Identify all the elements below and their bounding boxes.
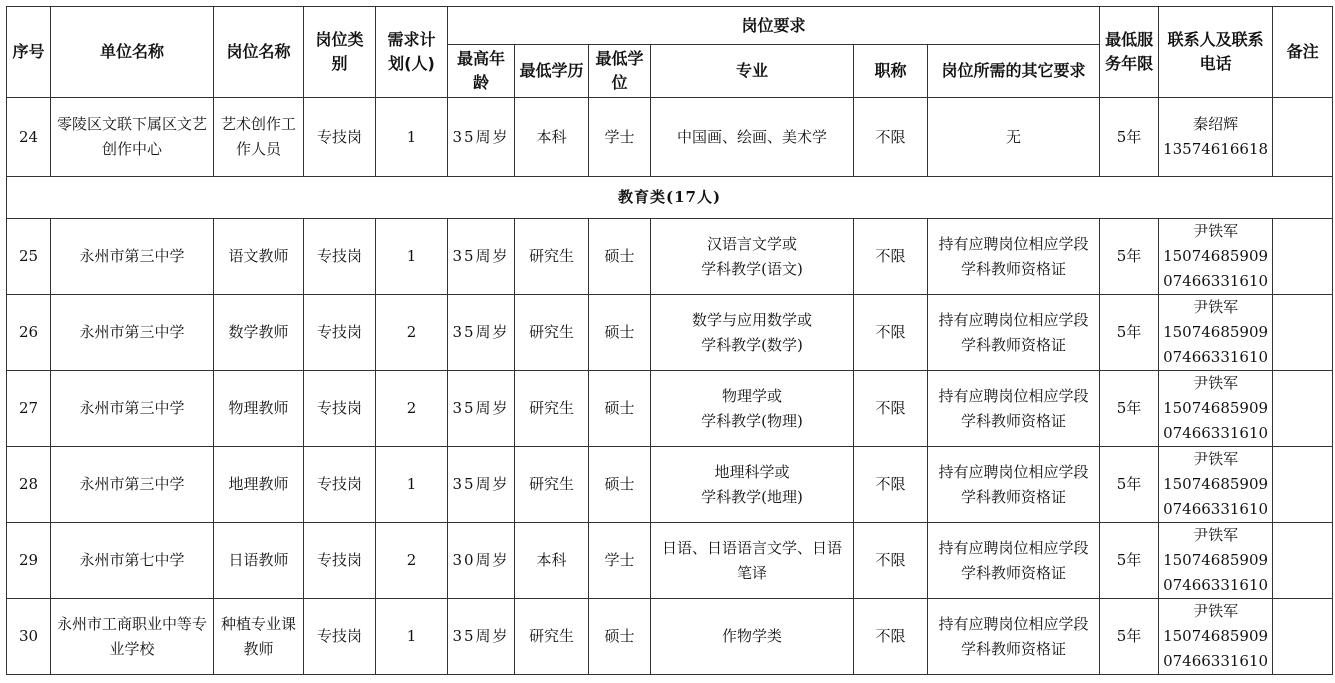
contact-name: 尹铁军 — [1193, 298, 1239, 316]
cell-other: 持有应聘岗位相应学段学科教师资格证 — [928, 599, 1100, 675]
contact-phone-landline: 07466331610 — [1163, 576, 1269, 594]
cell-post-name: 艺术创作工作人员 — [214, 98, 304, 177]
cell-contact — [1159, 523, 1273, 599]
cell-post-name: 数学教师 — [214, 295, 304, 371]
header-seq: 序号 — [7, 7, 51, 98]
table-body — [7, 98, 1333, 219]
cell-service: 5年 — [1100, 447, 1159, 523]
section-label: 教育类(17人) — [7, 177, 1333, 219]
cell-post-type: 专技岗 — [304, 371, 376, 447]
contact-phone-landline: 07466331610 — [1163, 500, 1269, 518]
contact-phone: 15074685909 — [1163, 475, 1269, 493]
header-min-edu: 最低学历 — [515, 45, 589, 98]
cell-service: 5年 — [1100, 599, 1159, 675]
cell-title: 不限 — [854, 371, 928, 447]
cell-seq: 29 — [7, 523, 51, 599]
cell-other: 持有应聘岗位相应学段学科教师资格证 — [928, 219, 1100, 295]
cell-remark — [1273, 599, 1333, 675]
header-plan: 需求计划(人) — [376, 7, 448, 98]
cell-major: 日语、日语语言文学、日语笔译 — [651, 523, 854, 599]
cell-min-degree: 硕士 — [589, 219, 651, 295]
cell-other: 持有应聘岗位相应学段学科教师资格证 — [928, 447, 1100, 523]
section-row — [7, 177, 1333, 219]
cell-post-type: 专技岗 — [304, 523, 376, 599]
cell-contact — [1159, 371, 1273, 447]
cell-seq: 28 — [7, 447, 51, 523]
contact-phone: 15074685909 — [1163, 323, 1269, 341]
cell-remark — [1273, 219, 1333, 295]
cell-min-edu: 研究生 — [515, 371, 589, 447]
cell-service: 5年 — [1100, 98, 1159, 177]
cell-max-age: 30周岁 — [448, 523, 515, 599]
cell-plan: 2 — [376, 523, 448, 599]
cell-min-degree: 学士 — [589, 98, 651, 177]
cell-post-name: 地理教师 — [214, 447, 304, 523]
cell-other: 持有应聘岗位相应学段学科教师资格证 — [928, 523, 1100, 599]
header-contact: 联系人及联系电话 — [1159, 7, 1273, 98]
cell-unit: 永州市第三中学 — [51, 447, 214, 523]
header-other: 岗位所需的其它要求 — [928, 45, 1100, 98]
table-row — [7, 599, 1333, 675]
contact-phone-landline: 07466331610 — [1163, 424, 1269, 442]
cell-contact — [1159, 98, 1273, 177]
contact-name: 尹铁军 — [1193, 450, 1239, 468]
cell-seq: 24 — [7, 98, 51, 177]
cell-min-degree: 硕士 — [589, 371, 651, 447]
cell-service: 5年 — [1100, 295, 1159, 371]
cell-title: 不限 — [854, 98, 928, 177]
cell-min-degree: 学士 — [589, 523, 651, 599]
table-row — [7, 219, 1333, 295]
cell-max-age: 35周岁 — [448, 599, 515, 675]
table-row — [7, 371, 1333, 447]
cell-post-name: 物理教师 — [214, 371, 304, 447]
cell-major: 地理科学或 学科教学(地理) — [651, 447, 854, 523]
cell-min-degree: 硕士 — [589, 295, 651, 371]
cell-service: 5年 — [1100, 219, 1159, 295]
cell-title: 不限 — [854, 447, 928, 523]
contact-name: 尹铁军 — [1193, 222, 1239, 240]
cell-min-edu: 研究生 — [515, 219, 589, 295]
cell-contact — [1159, 599, 1273, 675]
cell-other: 持有应聘岗位相应学段学科教师资格证 — [928, 295, 1100, 371]
cell-contact — [1159, 219, 1273, 295]
contact-phone-landline: 07466331610 — [1163, 272, 1269, 290]
table-row — [7, 523, 1333, 599]
cell-title: 不限 — [854, 295, 928, 371]
cell-major: 汉语言文学或 学科教学(语文) — [651, 219, 854, 295]
education-rows — [7, 219, 1333, 675]
cell-service: 5年 — [1100, 371, 1159, 447]
contact-phone: 15074685909 — [1163, 551, 1269, 569]
header-title: 职称 — [854, 45, 928, 98]
contact-phone: 15074685909 — [1163, 399, 1269, 417]
cell-unit: 零陵区文联下属区文艺创作中心 — [51, 98, 214, 177]
contact-phone: 15074685909 — [1163, 627, 1269, 645]
cell-remark — [1273, 523, 1333, 599]
cell-contact — [1159, 447, 1273, 523]
cell-plan: 1 — [376, 599, 448, 675]
cell-major: 作物学类 — [651, 599, 854, 675]
cell-unit: 永州市第三中学 — [51, 295, 214, 371]
cell-min-edu: 本科 — [515, 523, 589, 599]
contact-name: 尹铁军 — [1193, 374, 1239, 392]
cell-major: 中国画、绘画、美术学 — [651, 98, 854, 177]
cell-remark — [1273, 295, 1333, 371]
cell-min-degree: 硕士 — [589, 599, 651, 675]
header-major: 专业 — [651, 45, 854, 98]
contact-name: 尹铁军 — [1193, 526, 1239, 544]
cell-min-edu: 研究生 — [515, 295, 589, 371]
table-header — [7, 7, 1333, 98]
cell-seq: 25 — [7, 219, 51, 295]
cell-post-type: 专技岗 — [304, 599, 376, 675]
cell-max-age: 35周岁 — [448, 295, 515, 371]
header-max-age: 最高年龄 — [448, 45, 515, 98]
cell-plan: 1 — [376, 219, 448, 295]
cell-unit: 永州市工商职业中等专业学校 — [51, 599, 214, 675]
cell-plan: 2 — [376, 295, 448, 371]
cell-min-degree: 硕士 — [589, 447, 651, 523]
cell-title: 不限 — [854, 599, 928, 675]
cell-major: 物理学或 学科教学(物理) — [651, 371, 854, 447]
contact-phone: 13574616618 — [1163, 140, 1269, 158]
cell-post-type: 专技岗 — [304, 295, 376, 371]
header-remark: 备注 — [1273, 7, 1333, 98]
cell-unit: 永州市第七中学 — [51, 523, 214, 599]
cell-remark — [1273, 98, 1333, 177]
cell-min-edu: 研究生 — [515, 599, 589, 675]
cell-post-type: 专技岗 — [304, 447, 376, 523]
contact-name: 秦绍辉 — [1193, 115, 1239, 133]
contact-phone: 15074685909 — [1163, 247, 1269, 265]
header-requirements: 岗位要求 — [448, 7, 1100, 45]
header-post-type: 岗位类别 — [304, 7, 376, 98]
header-min-service: 最低服务年限 — [1100, 7, 1159, 98]
recruitment-table — [6, 6, 1333, 675]
table-row — [7, 447, 1333, 523]
cell-seq: 30 — [7, 599, 51, 675]
cell-min-edu: 研究生 — [515, 447, 589, 523]
cell-remark — [1273, 447, 1333, 523]
cell-seq: 26 — [7, 295, 51, 371]
cell-post-name: 日语教师 — [214, 523, 304, 599]
contact-name: 尹铁军 — [1193, 602, 1239, 620]
cell-plan: 1 — [376, 447, 448, 523]
table-row — [7, 295, 1333, 371]
cell-max-age: 35周岁 — [448, 371, 515, 447]
cell-unit: 永州市第三中学 — [51, 371, 214, 447]
cell-remark — [1273, 371, 1333, 447]
header-post-name: 岗位名称 — [214, 7, 304, 98]
cell-post-type: 专技岗 — [304, 219, 376, 295]
table-row — [7, 98, 1333, 177]
cell-unit: 永州市第三中学 — [51, 219, 214, 295]
cell-other: 持有应聘岗位相应学段学科教师资格证 — [928, 371, 1100, 447]
cell-contact — [1159, 295, 1273, 371]
header-unit: 单位名称 — [51, 7, 214, 98]
header-min-degree: 最低学位 — [589, 45, 651, 98]
cell-other: 无 — [928, 98, 1100, 177]
cell-post-type: 专技岗 — [304, 98, 376, 177]
cell-plan: 2 — [376, 371, 448, 447]
cell-min-edu: 本科 — [515, 98, 589, 177]
cell-max-age: 35周岁 — [448, 447, 515, 523]
cell-max-age: 35周岁 — [448, 98, 515, 177]
cell-post-name: 语文教师 — [214, 219, 304, 295]
cell-post-name: 种植专业课教师 — [214, 599, 304, 675]
cell-plan: 1 — [376, 98, 448, 177]
cell-major: 数学与应用数学或 学科教学(数学) — [651, 295, 854, 371]
cell-title: 不限 — [854, 219, 928, 295]
contact-phone-landline: 07466331610 — [1163, 348, 1269, 366]
cell-seq: 27 — [7, 371, 51, 447]
cell-max-age: 35周岁 — [448, 219, 515, 295]
cell-service: 5年 — [1100, 523, 1159, 599]
contact-phone-landline: 07466331610 — [1163, 652, 1269, 670]
cell-title: 不限 — [854, 523, 928, 599]
